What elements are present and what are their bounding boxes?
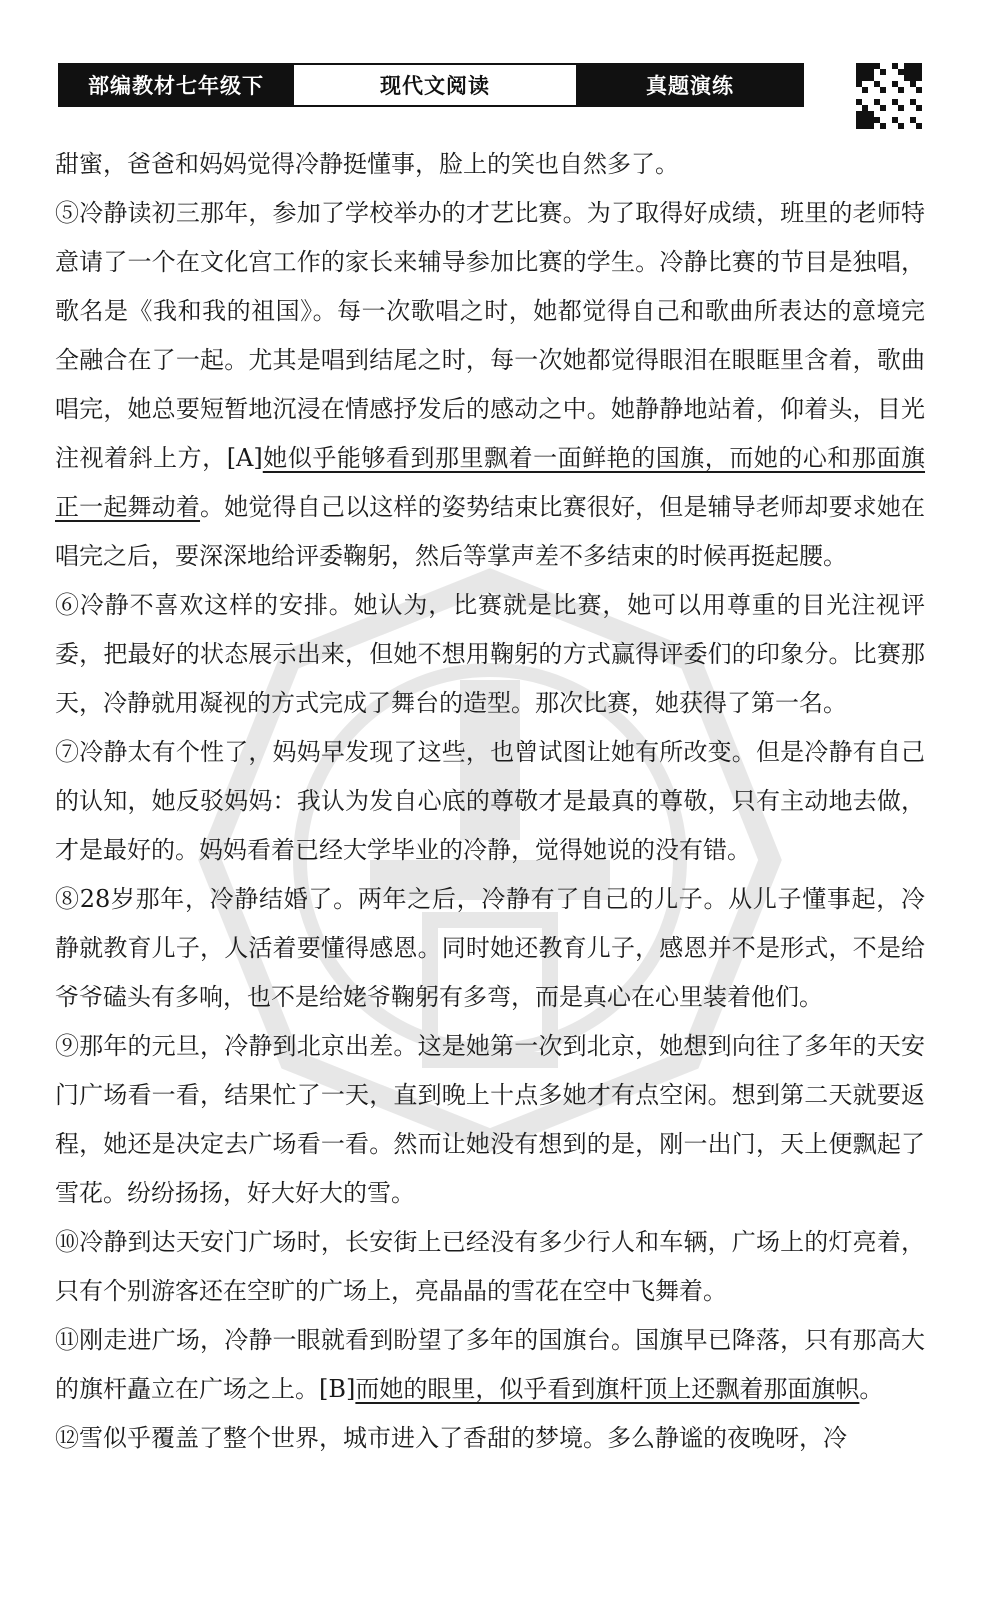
header-grade-label: 部编教材七年级下 (60, 65, 292, 105)
header-practice-label: 真题演练 (578, 65, 802, 105)
paragraph: ⑦冷静太有个性了，妈妈早发现了这些，也曾试图让她有所改变。但是冷静有自己的认知，她反驳妈妈：我认为发自心底的尊敬才是最真的尊敬，只有主动地去做，才是最好的。妈妈看着已经大学毕业的冷静，觉得她说的没有错。 (55, 738, 925, 864)
paragraph (55, 189, 925, 581)
qr-code-icon[interactable] (856, 63, 922, 129)
paragraph: ⑥冷静不喜欢这样的安排。她认为，比赛就是比赛，她可以用尊重的目光注视评委，把最好的状态展示出来，但她不想用鞠躬的方式赢得评委们的印象分。比赛那天，冷静就用凝视的方式完成了舞台的造型。那次比赛，她获得了第一名。 (55, 591, 925, 717)
paragraph: ⑨那年的元旦，冷静到北京出差。这是她第一次到北京，她想到向往了多年的天安门广场看一看，结果忙了一天，直到晚上十点多她才有点空闲。想到第二天就要返程，她还是决定去广场看一看。然而让她没有想到的是，刚一出门，天上便飘起了雪花。纷纷扬扬，好大好大的雪。 (55, 1032, 925, 1207)
header-bar (58, 63, 804, 107)
paragraph-text: ⑪刚走进广场，冷静一眼就看到盼望了多年的国旗台。国旗早已降落，只有那高大的旗杆矗立在广场之上。[B] (55, 1326, 925, 1403)
paragraph: ⑧28岁那年，冷静结婚了。两年之后，冷静有了自己的儿子。从儿子懂事起，冷静就教育儿子，人活着要懂得感恩。同时她还教育儿子，感恩并不是形式，不是给爷爷磕头有多响，也不是给姥爷鞠躬有多弯，而是真心在心里装着他们。 (55, 885, 925, 1011)
paragraph: 甜蜜，爸爸和妈妈觉得冷静挺懂事，脸上的笑也自然多了。 (55, 150, 679, 178)
article-body (55, 140, 925, 1463)
underlined-sentence-a: 她似乎能够看到那里飘着一面鲜艳的国旗，而她的心和那面旗正一起舞动着 (55, 444, 926, 521)
underlined-sentence-b: 而她的眼里，似乎看到旗杆顶上还飘着那面旗帜 (355, 1375, 860, 1403)
paragraph-text: 。她觉得自己以这样的姿势结束比赛很好，但是辅导老师却要求她在唱完之后，要深深地给评委鞠躬，然后等掌声差不多结束的时候再挺起腰。 (55, 493, 926, 570)
paragraph: ⑩冷静到达天安门广场时，长安街上已经没有多少行人和车辆，广场上的灯亮着，只有个别游客还在空旷的广场上，亮晶晶的雪花在空中飞舞着。 (55, 1228, 925, 1305)
paragraph-text: ⑤冷静读初三那年，参加了学校举办的才艺比赛。为了取得好成绩，班里的老师特意请了一个在文化宫工作的家长来辅导参加比赛的学生。冷静比赛的节目是独唱，歌名是《我和我的祖国》。每一次歌唱之时，她都觉得自己和歌曲所表达的意境完全融合在了一起。尤其是唱到结尾之时，每一次她都觉得眼泪在眼眶里含着，歌曲唱完，她总要短暂地沉浸在情感抒发后的感动之中。她静静地站着，仰着头，目光注视着斜上方，[A] (55, 199, 925, 472)
paragraph-text: 。 (859, 1375, 884, 1403)
header-section-label: 现代文阅读 (292, 65, 578, 105)
paragraph: ⑫雪似乎覆盖了整个世界，城市进入了香甜的梦境。多么静谧的夜晚呀，冷 (55, 1424, 847, 1452)
paragraph (55, 1316, 925, 1414)
